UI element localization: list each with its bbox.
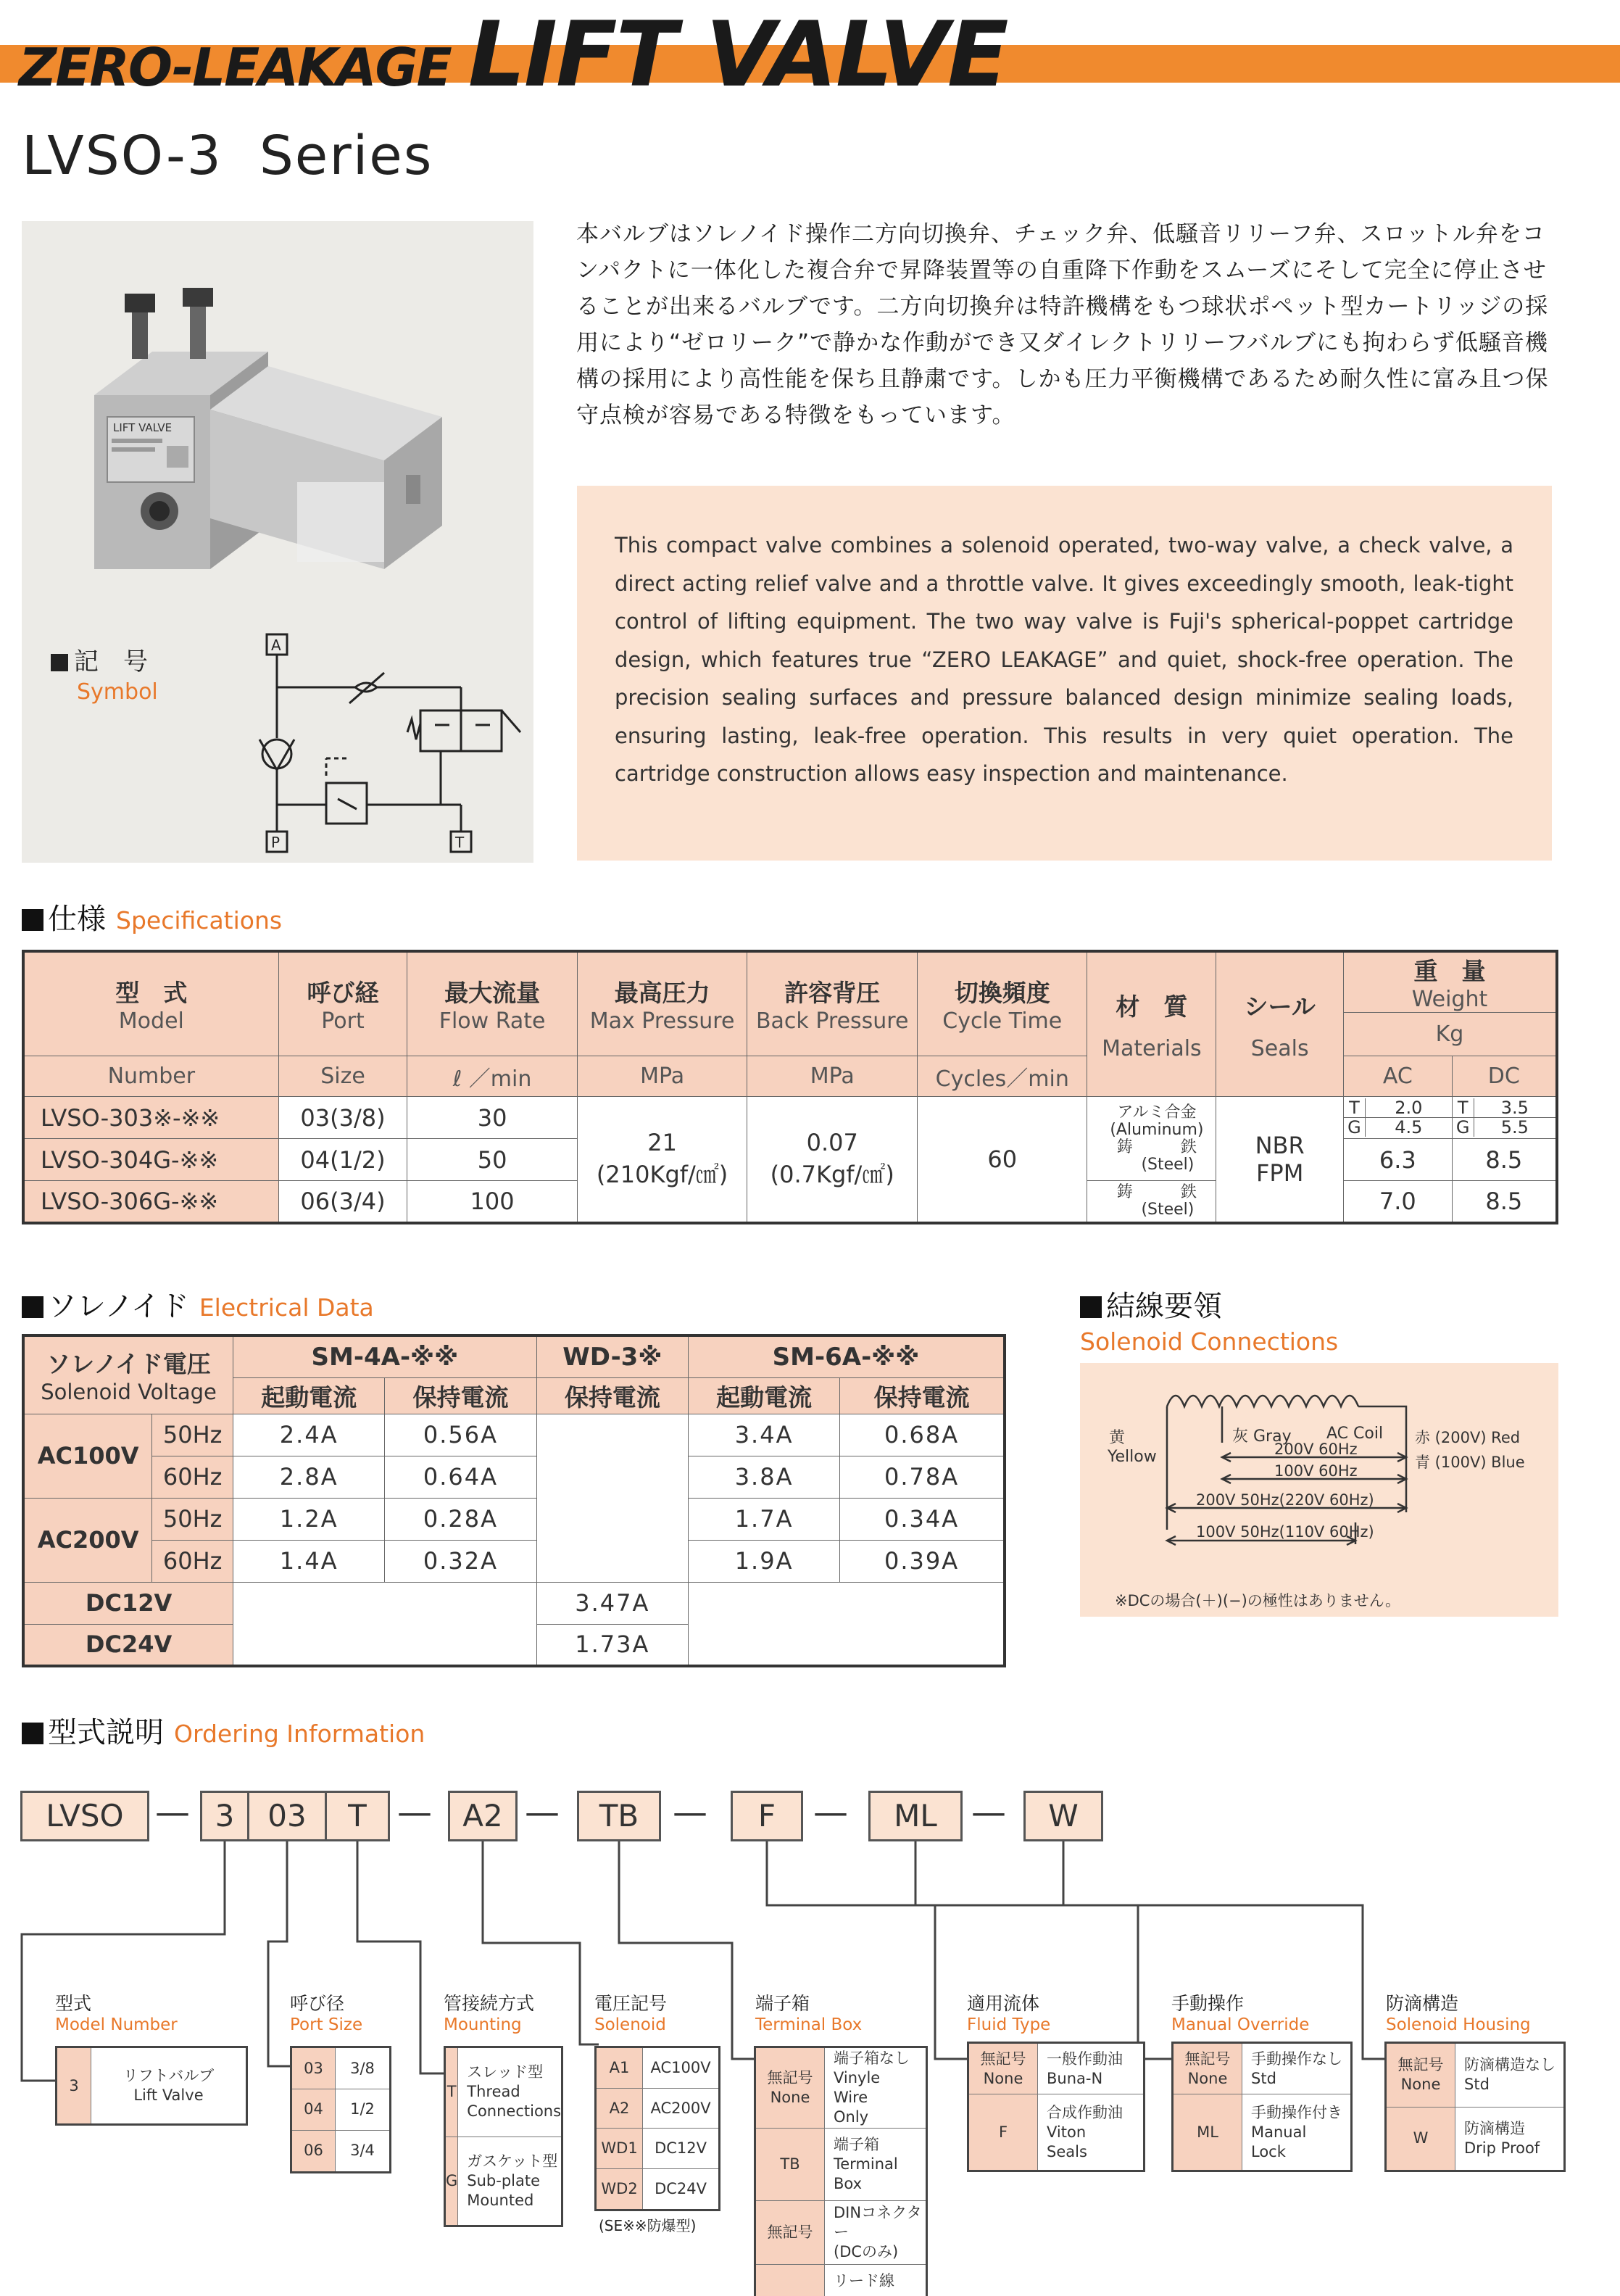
weight-dc-304: 8.5 — [1452, 1139, 1557, 1181]
col-seals: シール Seals — [1216, 951, 1344, 1097]
wd3-empty — [536, 1414, 688, 1582]
sm6a-holding: 保持電流 — [840, 1377, 1005, 1414]
blue-label: 青 (100V) Blue — [1415, 1454, 1525, 1471]
order-manual-table — [1171, 2042, 1353, 2172]
title-lift-valve: LIFT VALVE — [468, 3, 1008, 107]
back-unit: MPa — [747, 1056, 918, 1097]
wd3-dc12: 3.47A — [536, 1582, 688, 1624]
order-terminal-label: 端子箱 — [755, 1993, 810, 2014]
order-port-table — [290, 2046, 391, 2173]
list-item: A2 — [596, 2089, 643, 2129]
code-series: 3 — [200, 1791, 249, 1841]
symbol-heading: 記 号 — [51, 642, 148, 677]
col-port: 呼び経 Port — [278, 951, 407, 1056]
code-solenoid: A2 — [448, 1791, 518, 1841]
order-terminal-sublabel: Terminal Box — [755, 2015, 863, 2034]
code-housing: W — [1023, 1791, 1103, 1841]
model-sub: Number — [23, 1056, 278, 1097]
hz50-label: 50Hz — [152, 1498, 233, 1540]
port-306: 06(3/4) — [278, 1181, 407, 1223]
weight-dc: DC — [1452, 1056, 1557, 1097]
order-manual-sublabel: Manual Override — [1171, 2015, 1310, 2034]
port-sub: Size — [278, 1056, 407, 1097]
weight-unit: Kg — [1343, 1013, 1557, 1056]
table-row: 2.4A — [233, 1414, 385, 1456]
order-port-label: 呼び径 — [290, 1993, 345, 2014]
spec-table — [22, 950, 1558, 1224]
hz50-label: 50Hz — [152, 1414, 233, 1456]
intro-japanese: 本バルブはソレノイド操作二方向切換弁、チェック弁、低騒音リリーフ弁、スロットル弁をコンパクトに一体化した複合弁で昇降装置等の自重降下作動をスムーズにそして完全に停止させることが出来るバルブです。二方向切換弁は特許機構をもつ球状ポペット型カートリッジの採用により“ゼロリーク”で静かな作動ができ又ダイレクトリリーフバルブにも拘わらず低騒音機構の採用により高性能を保ち且静粛です。しかも圧力平衡機構であるため耐久性に富み且つ保守点検が容易である特徴をもっています。 — [576, 221, 1549, 428]
table-row: 0.64A — [385, 1456, 536, 1498]
flow-303: 30 — [407, 1097, 577, 1139]
order-housing-label: 防滴構造 — [1386, 1993, 1459, 2014]
connections-subheading: Solenoid Connections — [1080, 1327, 1339, 1356]
wd3-dc24: 1.73A — [536, 1624, 688, 1666]
order-fluid-sublabel: Fluid Type — [967, 2015, 1051, 2034]
col-materials: 材 質 Materials — [1087, 951, 1216, 1097]
sm4a-inrush: 起動電流 — [233, 1377, 385, 1414]
gray-label: 灰 Gray — [1232, 1427, 1292, 1446]
list-item: ガスケット型 Sub-plate Mounted — [458, 2137, 562, 2226]
table-row: 0.39A — [840, 1540, 1005, 1582]
table-row: 3.8A — [688, 1456, 839, 1498]
weight-ac-306: 7.0 — [1343, 1181, 1452, 1223]
series-title: LVSO-3 Series — [22, 125, 433, 187]
ordering-heading: 型式説明 Ordering Information — [22, 1709, 425, 1751]
list-item: 04 — [291, 2089, 336, 2130]
list-item: 端子箱 Terminal Box — [825, 2129, 927, 2201]
list-item: W — [1386, 2107, 1455, 2171]
sm6a-dc-empty — [688, 1582, 1005, 1666]
seal-value: NBR FPM — [1216, 1097, 1344, 1223]
port-t-label: T — [455, 834, 465, 851]
yellow-jp-label: 黄 — [1109, 1429, 1126, 1447]
dc-polarity-note: ※DCの場合(＋)(−)の極性はありません。 — [1115, 1592, 1401, 1609]
code-lvso: LVSO — [20, 1791, 149, 1841]
list-item: 合成作動油 Viton Seals — [1038, 2094, 1145, 2171]
v100-50-label: 100V 50Hz(110V 60Hz) — [1196, 1523, 1374, 1541]
order-terminal-table — [754, 2046, 928, 2296]
dc12-label: DC12V — [23, 1582, 233, 1624]
col-max-pressure: 最高圧力 Max Pressure — [577, 951, 747, 1056]
list-item: 無記号 None — [968, 2043, 1038, 2094]
list-item: 端子箱なし Vinyle Wire Only — [825, 2047, 927, 2129]
ac100-label: AC100V — [23, 1414, 152, 1498]
list-item: DINコネクター (DCのみ) — [825, 2201, 927, 2265]
flow-306: 100 — [407, 1181, 577, 1223]
table-row: 0.28A — [385, 1498, 536, 1540]
table-row: 0.68A — [840, 1414, 1005, 1456]
title-zero-leakage: ZERO-LEAKAGE — [19, 37, 451, 98]
order-mount-sublabel: Mounting — [444, 2015, 522, 2034]
order-model-label: 型式 — [55, 1993, 92, 2014]
list-item: A1 — [596, 2047, 643, 2089]
list-item: 一般作動油 Buna-N — [1038, 2043, 1145, 2094]
order-manual-label: 手動操作 — [1171, 1993, 1245, 2014]
list-item: 手動操作付き Manual Lock — [1242, 2094, 1352, 2171]
sm6a-header: SM-6A-※※ — [688, 1335, 1005, 1377]
order-model-value: リフトバルブ Lift Valve — [91, 2047, 247, 2125]
col-cycle: 切換頻度 Cycle Time — [918, 951, 1087, 1056]
table-row: 1.2A — [233, 1498, 385, 1540]
symbol-subheading: Symbol — [77, 679, 158, 705]
weight-ac-303: T 2.0 G 4.5 — [1343, 1097, 1452, 1139]
table-row: 0.34A — [840, 1498, 1005, 1540]
col-back-pressure: 許容背圧 Back Pressure — [747, 951, 918, 1056]
page-title — [19, 3, 1008, 107]
code-port: 03 — [247, 1791, 327, 1841]
code-fluid: F — [731, 1791, 803, 1841]
intro-english: This compact valve combines a solenoid operated, two-way valve, a check valve, a direct acting relief valve and a throttle valve. It gives exceedingly smooth, leak-tight control of lifting equipment. The two way valve is Fuji's spherical-poppet cartridge design, which features true “ZERO LEAKAGE” and quiet, shock-free operation. The precision sealing surfaces and pressure balanced design minimize sealing loads, ensuring lasting, leak-free operation. This results in very quiet operation. The cartridge construction allows easy inspection and maintenance. — [615, 533, 1513, 786]
port-304: 04(1/2) — [278, 1139, 407, 1181]
cycle-value: 60 — [918, 1097, 1087, 1223]
material-aluminum-steel: アルミ合金 (Aluminum) 鋳 鉄 (Steel) — [1087, 1097, 1216, 1181]
list-item: 手動操作なし Std — [1242, 2043, 1352, 2094]
intro-english-box — [577, 486, 1552, 861]
list-item: T — [445, 2047, 458, 2137]
dc24-label: DC24V — [23, 1624, 233, 1666]
sm4a-dc-empty — [233, 1582, 537, 1666]
code-dash: — — [813, 1792, 848, 1833]
ac200-label: AC200V — [23, 1498, 152, 1582]
v100-60-label: 100V 60Hz — [1274, 1462, 1358, 1480]
list-item: WD1 — [596, 2129, 643, 2168]
port-303: 03(3/8) — [278, 1097, 407, 1139]
list-item: TB — [755, 2129, 825, 2201]
spec-heading: 仕様 Specifications — [22, 896, 282, 937]
material-steel: 鋳 鉄 (Steel) — [1087, 1181, 1216, 1223]
code-mounting: T — [325, 1791, 390, 1841]
table-row: LVSO-306G-※※ — [23, 1181, 278, 1223]
order-solenoid-table — [594, 2046, 720, 2211]
table-row: LVSO-304G-※※ — [23, 1139, 278, 1181]
list-item: DC12V — [643, 2129, 720, 2168]
v200-50-label: 200V 50Hz(220V 60Hz) — [1196, 1491, 1374, 1509]
ac-coil-label: AC Coil — [1326, 1425, 1384, 1443]
order-model-key: 3 — [57, 2047, 91, 2125]
list-item: スレッド型 Thread Connections — [458, 2047, 562, 2137]
connections-heading: 結線要領 — [1080, 1283, 1222, 1325]
electrical-table — [22, 1334, 1006, 1667]
list-item: 1/2 — [336, 2089, 391, 2130]
table-row: 0.32A — [385, 1540, 536, 1582]
wd3-header: WD-3※ — [536, 1335, 688, 1377]
order-model-table — [55, 2046, 248, 2126]
weight-dc-303: T 3.5 G 5.5 — [1452, 1097, 1557, 1139]
order-model-sublabel: Model Number — [55, 2015, 178, 2034]
table-row: 2.8A — [233, 1456, 385, 1498]
list-item: DC24V — [643, 2168, 720, 2210]
code-terminal: TB — [577, 1791, 661, 1841]
connections-diagram-box — [1080, 1363, 1558, 1617]
flow-304: 50 — [407, 1139, 577, 1181]
solenoid-voltage-header: ソレノイド電圧 Solenoid Voltage — [23, 1335, 233, 1414]
list-item: 無記号 None — [755, 2047, 825, 2129]
list-item: 3/8 — [336, 2047, 391, 2089]
port-p-label: P — [271, 834, 281, 851]
sm4a-header: SM-4A-※※ — [233, 1335, 537, 1377]
list-item: AC100V — [643, 2047, 720, 2089]
list-item: リード線 — [825, 2265, 927, 2296]
nameplate-text: LIFT VALVE — [113, 421, 173, 434]
weight-ac: AC — [1343, 1056, 1452, 1097]
code-manual: ML — [868, 1791, 963, 1841]
order-housing-table — [1384, 2042, 1566, 2172]
order-solenoid-sublabel: Solenoid — [594, 2015, 666, 2034]
sm4a-holding: 保持電流 — [385, 1377, 536, 1414]
order-mount-label: 管接続方式 — [444, 1993, 535, 2014]
hydraulic-symbol-diagram — [246, 631, 522, 855]
col-flow: 最大流量 Flow Rate — [407, 951, 577, 1056]
order-port-sublabel: Port Size — [290, 2015, 363, 2034]
port-a-label: A — [271, 637, 281, 654]
hz60-label: 60Hz — [152, 1540, 233, 1582]
table-row: LVSO-303※-※※ — [23, 1097, 278, 1139]
code-dash: — — [397, 1792, 432, 1833]
electrical-heading: ソレノイド Electrical Data — [22, 1283, 374, 1325]
order-fluid-label: 適用流体 — [967, 1993, 1040, 2014]
order-solenoid-note: (SE※※防爆型) — [599, 2217, 697, 2234]
cycle-unit: Cycles／min — [918, 1056, 1087, 1097]
list-item: 06 — [291, 2130, 336, 2172]
list-item: 防滴構造なし Std — [1455, 2043, 1565, 2108]
maxp-unit: MPa — [577, 1056, 747, 1097]
code-dash: — — [971, 1792, 1006, 1833]
list-item: ML — [1173, 2094, 1242, 2171]
list-item: 無記号 — [755, 2201, 825, 2265]
wd3-holding: 保持電流 — [536, 1377, 688, 1414]
hz60-label: 60Hz — [152, 1456, 233, 1498]
table-row: 3.4A — [688, 1414, 839, 1456]
col-model: 型 式 Model — [23, 951, 278, 1056]
table-row: 1.4A — [233, 1540, 385, 1582]
weight-dc-306: 8.5 — [1452, 1181, 1557, 1223]
table-row: 1.7A — [688, 1498, 839, 1540]
list-item: F — [968, 2094, 1038, 2171]
code-dash: — — [155, 1792, 190, 1833]
back-pressure-value: 0.07 (0.7Kgf/㎠) — [747, 1097, 918, 1223]
list-item: 無記号 None — [1173, 2043, 1242, 2094]
list-item: 防滴構造 Drip Proof — [1455, 2107, 1565, 2171]
sm6a-inrush: 起動電流 — [688, 1377, 839, 1414]
code-dash: — — [673, 1792, 707, 1833]
order-fluid-table — [967, 2042, 1145, 2172]
list-item — [755, 2265, 825, 2296]
list-item: G — [445, 2137, 458, 2226]
list-item: 03 — [291, 2047, 336, 2089]
list-item: 無記号 None — [1386, 2043, 1455, 2108]
table-row: 0.56A — [385, 1414, 536, 1456]
list-item: AC200V — [643, 2089, 720, 2129]
col-weight: 重 量 Weight — [1343, 951, 1557, 1013]
code-dash: — — [525, 1792, 560, 1833]
order-mount-table — [444, 2046, 563, 2227]
table-row: 0.78A — [840, 1456, 1005, 1498]
list-item: 3/4 — [336, 2130, 391, 2172]
red-label: 赤 (200V) Red — [1415, 1429, 1521, 1446]
product-photo-panel — [22, 221, 533, 863]
order-housing-sublabel: Solenoid Housing — [1386, 2015, 1531, 2034]
valve-photo-illustration — [65, 265, 500, 613]
weight-ac-304: 6.3 — [1343, 1139, 1452, 1181]
coil-wiring-diagram — [1080, 1363, 1558, 1617]
flow-unit: ℓ ／min — [407, 1056, 577, 1097]
list-item: WD2 — [596, 2168, 643, 2210]
yellow-en-label: Yellow — [1108, 1448, 1157, 1466]
table-row: 1.9A — [688, 1540, 839, 1582]
v200-60-label: 200V 60Hz — [1274, 1441, 1358, 1458]
order-solenoid-label: 電圧記号 — [594, 1993, 668, 2014]
max-pressure-value: 21 (210Kgf/㎠) — [577, 1097, 747, 1223]
